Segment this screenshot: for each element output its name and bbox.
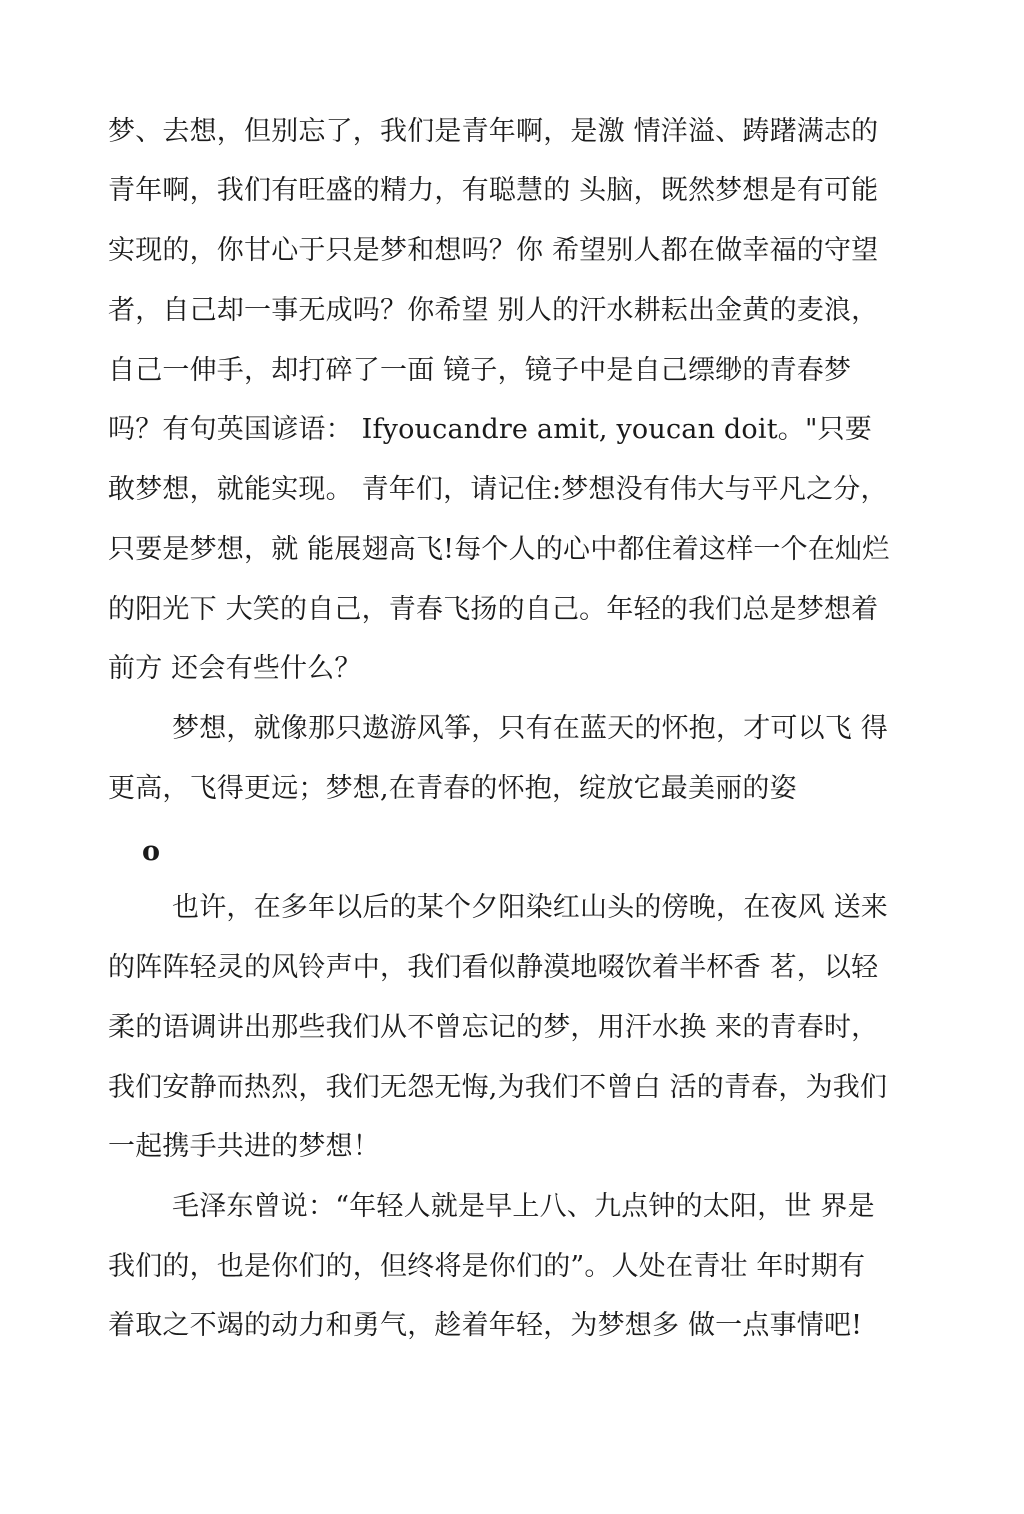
- paragraph-1-line-4: 者，自己却一事无成吗？你希望 别人的汗水耕耘出金黄的麦浪，: [108, 295, 879, 326]
- paragraph-1-line-7: 敢梦想，就能实现。 青年们，请记住:梦想没有伟大与平凡之分，: [108, 474, 888, 505]
- paragraph-1-line-8: 只要是梦想，就 能展翅高飞!每个人的心中都住着这样一个在灿烂: [108, 534, 890, 565]
- paragraph-1-line-9: 的阳光下 大笑的自己，青春飞扬的自己。年轻的我们总是梦想着: [108, 594, 879, 625]
- paragraph-1-line-5: 自己一伸手，却打碎了一面 镜子，镜子中是自己缥缈的青春梦: [108, 355, 852, 386]
- paragraph-1-line-2: 青年啊，我们有旺盛的精力，有聪慧的 头脑，既然梦想是有可能: [108, 175, 879, 206]
- paragraph-4-line-3: 柔的语调讲出那些我们从不曾忘记的梦，用汗水换 来的青春时，: [108, 1012, 879, 1043]
- paragraph-4-line-4: 我们安静而热烈，我们无怨无悔,为我们不曾白 活的青春，为我们: [108, 1072, 888, 1103]
- paragraph-1-line-3: 实现的，你甘心于只是梦和想吗？你 希望别人都在做幸福的守望: [108, 235, 879, 266]
- paragraph-5-line-1: 毛泽东曾说：“年轻人就是早上八、九点钟的太阳，世 界是: [172, 1191, 875, 1222]
- paragraph-2-line-2: 更高，飞得更远；梦想,在青春的怀抱，绽放它最美丽的姿: [108, 773, 797, 804]
- paragraph-5-line-3: 着取之不竭的动力和勇气，趁着年轻，为梦想多 做一点事情吧!: [108, 1310, 863, 1341]
- paragraph-1-line-1: 梦、去想，但别忘了，我们是青年啊，是激 情洋溢、踌躇满志的: [108, 116, 879, 147]
- paragraph-5-line-2: 我们的，也是你们的，但终将是你们的”。人处在青壮 年时期有: [108, 1251, 866, 1282]
- paragraph-1-line-6: 吗？有句英国谚语： Ifyoucandre amit, youcan doit。"只要: [108, 414, 872, 445]
- paragraph-4-line-1: 也许，在多年以后的某个夕阳染红山头的傍晚，在夜风 送来: [172, 892, 888, 923]
- paragraph-2-line-1: 梦想，就像那只遨游风筝，只有在蓝天的怀抱，才可以飞 得: [172, 713, 888, 744]
- paragraph-4-line-5: 一起携手共进的梦想！: [108, 1131, 380, 1162]
- paragraph-3-line-1: o: [142, 836, 161, 867]
- paragraph-4-line-2: 的阵阵轻灵的风铃声中，我们看似静漠地啜饮着半杯香 茗，以轻: [108, 952, 879, 983]
- paragraph-1-line-10: 前方 还会有些什么？: [108, 653, 362, 684]
